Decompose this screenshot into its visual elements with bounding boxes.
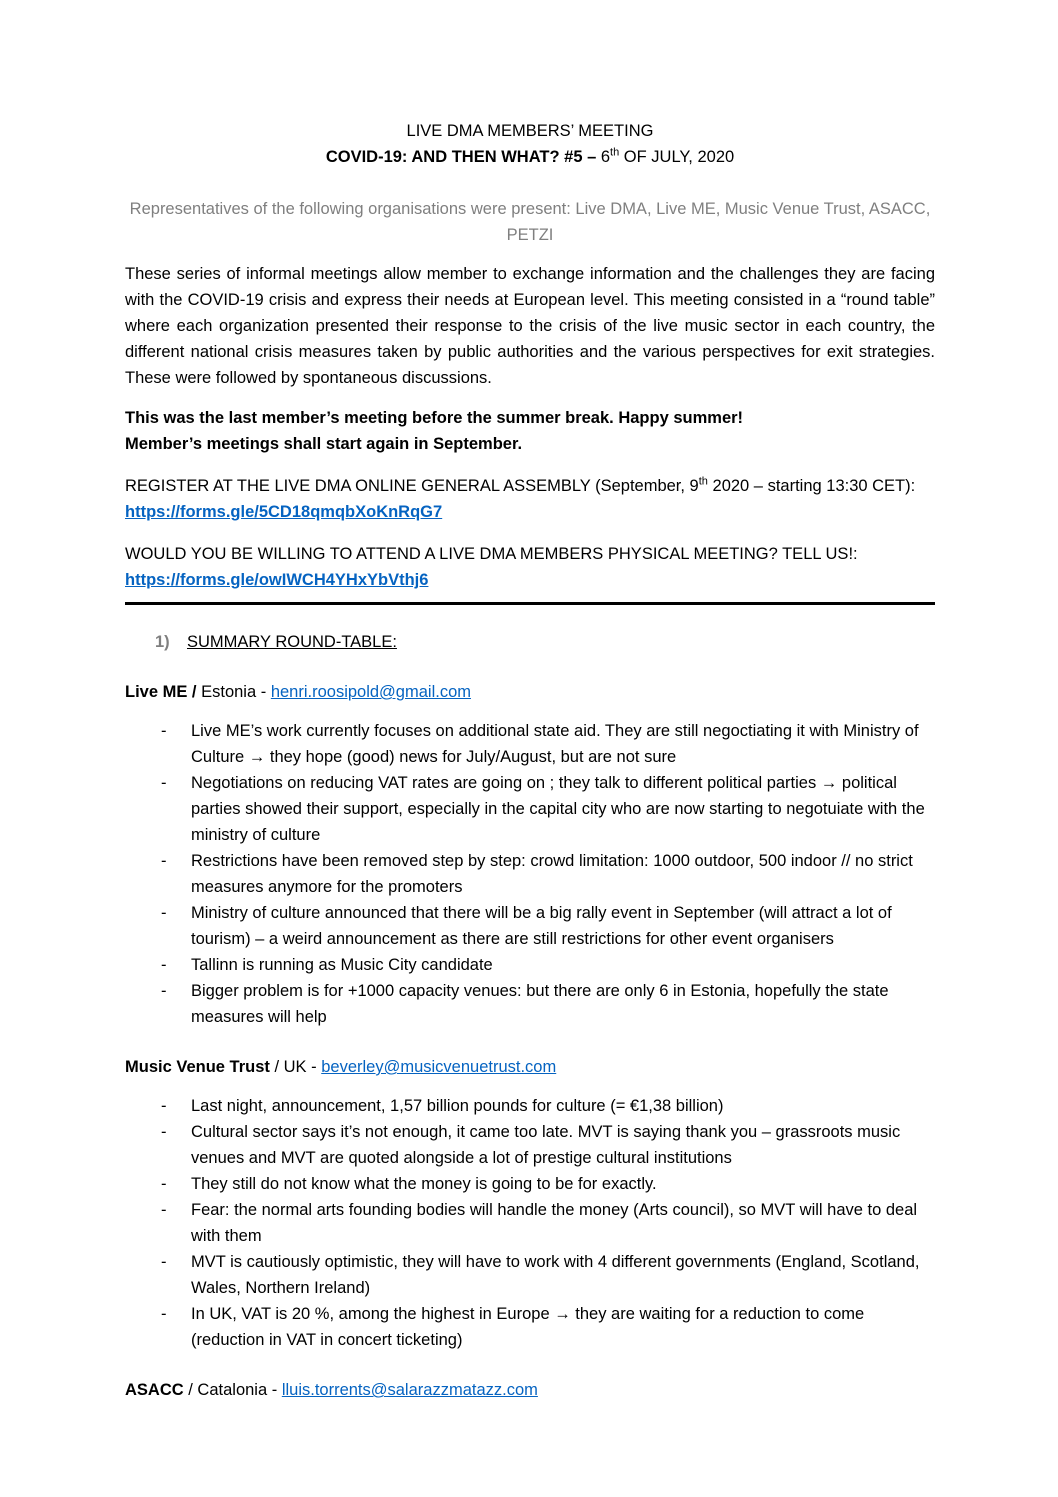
attendees-line: Representatives of the following organisations were present: Live DMA, Live ME, Music Venue Trust, ASACC, PETZI — [129, 200, 931, 244]
org-email-link[interactable]: henri.roosipold@gmail.com — [270, 683, 471, 701]
register-text-pre: REGISTER AT THE LIVE DMA ONLINE GENERAL ASSEMBLY (September, 9 — [125, 477, 699, 495]
attend-form-link[interactable]: https://forms.gle/owIWCH4YHxYbVthj6 — [125, 571, 429, 589]
music-venue-trust-bullet-list — [125, 1093, 935, 1353]
bullet-item: - Restrictions have been removed step by step: crowd limitation: 1000 outdoor, 500 indoor // no strict measures anymore for the promoters — [125, 848, 935, 900]
title-line2-bold: COVID-19: AND THEN WHAT? #5 – — [325, 148, 601, 166]
bullet-item: - In UK, VAT is 20 %, among the highest in Europe → they are waiting for a reduction to come (reduction in VAT in concert ticketing) — [125, 1301, 935, 1353]
attend-block — [125, 541, 935, 593]
org-header-music-venue-trust — [125, 1054, 935, 1080]
register-ordinal: th — [698, 475, 708, 488]
title-line2-day: 6 — [600, 148, 611, 166]
document-title-block — [125, 118, 935, 170]
org-header-live-me — [125, 679, 935, 705]
org-location: / Catalonia - — [183, 1381, 282, 1399]
bullet-item: - MVT is cautiously optimistic, they will have to work with 4 different governments (England, Scotland, Wales, Northern Ireland) — [125, 1249, 935, 1301]
summer-note — [125, 405, 935, 457]
register-block — [125, 473, 935, 525]
register-link-line — [125, 499, 935, 525]
live-me-bullet-list — [125, 718, 935, 1030]
section-number: 1) — [155, 633, 170, 651]
register-cta — [125, 473, 935, 499]
bullet-item: - Bigger problem is for +1000 capacity venues: but there are only 6 in Estonia, hopefully the state measures will help — [125, 978, 935, 1030]
org-name: ASACC — [125, 1381, 184, 1399]
org-location: Estonia - — [196, 683, 271, 701]
bullet-item: - Cultural sector says it’s not enough, it came too late. MVT is saying thank you – grassroots music venues and MVT are quoted alongside a lot of prestige cultural institutions — [125, 1119, 935, 1171]
org-location: / UK - — [269, 1058, 322, 1076]
bullet-item: - Ministry of culture announced that there will be a big rally event in September (will attract a lot of tourism) – a weird announcement as there are still restrictions for other event organisers — [125, 900, 935, 952]
attend-link-line — [125, 567, 935, 593]
bullet-item: - Live ME’s work currently focuses on additional state aid. They are still negoctiating it with Ministry of Culture → they hope (good) news for July/August, but are not sure — [125, 718, 935, 770]
org-header-asacc — [125, 1377, 935, 1403]
intro-paragraph: These series of informal meetings allow member to exchange information and the challenges they are facing with the COVID-19 crisis and express their needs at European level. This meeting consisted in a “round table” where each organization presented their response to the crisis of the live music sector in each country, the different national crisis measures taken by public authorities and the various perspectives for exit strategies. These were followed by spontaneous discussions. — [125, 265, 935, 387]
bullet-item: - Negotiations on reducing VAT rates are going on ; they talk to different political parties → political parties showed their support, especially in the capital city who are now starting to negotuiate with the ministry of culture — [125, 770, 935, 848]
title-line2-post: OF JULY, 2020 — [619, 148, 735, 166]
bullet-item: - They still do not know what the money is going to be for exactly. — [125, 1171, 935, 1197]
bullet-item: - Tallinn is running as Music City candidate — [125, 952, 935, 978]
section-heading — [125, 629, 935, 655]
summer-note-line1: This was the last member’s meeting before the summer break. Happy summer! — [125, 409, 744, 427]
document-title-line2 — [125, 144, 935, 170]
document-title-line1 — [125, 118, 935, 144]
attend-cta: WOULD YOU BE WILLING TO ATTEND A LIVE DMA MEMBERS PHYSICAL MEETING? TELL US!: — [125, 545, 858, 563]
org-email-link[interactable]: beverley@musicvenuetrust.com — [321, 1058, 557, 1076]
register-text-post: 2020 – starting 13:30 CET): — [707, 477, 916, 495]
bullet-item: - Fear: the normal arts founding bodies will handle the money (Arts council), so MVT will have to deal with them — [125, 1197, 935, 1249]
title-line2-ordinal: th — [610, 146, 620, 159]
summer-note-line2: Member’s meetings shall start again in September. — [125, 435, 523, 453]
register-form-link[interactable]: https://forms.gle/5CD18qmqbXoKnRqG7 — [125, 503, 443, 521]
section-title: SUMMARY ROUND-TABLE: — [187, 633, 397, 651]
org-email-link[interactable]: lluis.torrents@salarazzmatazz.com — [281, 1381, 538, 1399]
title-line1-text: LIVE DMA MEMBERS’ MEETING — [406, 122, 654, 140]
section-divider — [125, 602, 935, 605]
bullet-item: - Last night, announcement, 1,57 billion pounds for culture (= €1,38 billion) — [125, 1093, 935, 1119]
org-name: Live ME / — [125, 683, 197, 701]
org-name: Music Venue Trust — [125, 1058, 270, 1076]
